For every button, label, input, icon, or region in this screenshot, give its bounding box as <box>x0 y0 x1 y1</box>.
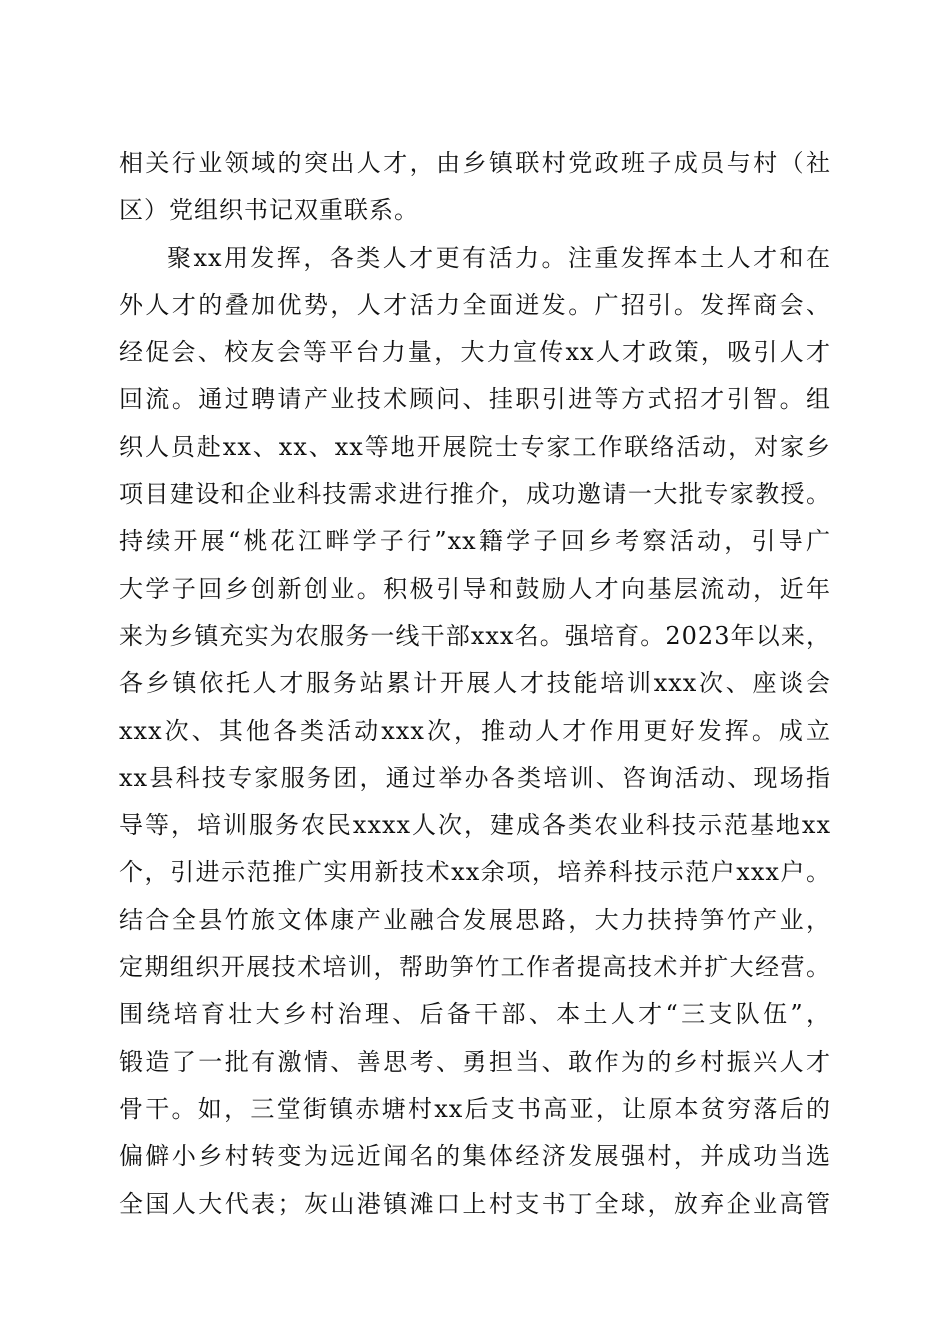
text-line: xx县科技专家服务团，通过举办各类培训、咨询活动、现场指 <box>119 763 831 792</box>
text-line: 定期组织开展技术培训，帮助笋竹工作者提高技术并扩大经营。 <box>119 953 831 982</box>
text-line: 骨干。如，三堂街镇赤塘村xx后支书高亚，让原本贫穷落后的 <box>119 1094 831 1123</box>
text-line: 导等，培训服务农民xxxx人次，建成各类农业科技示范基地xx <box>119 811 831 840</box>
text-line: 项目建设和企业科技需求进行推介，成功邀请一大批专家教授。 <box>119 480 831 509</box>
text-line: 个，引进示范推广实用新技术xx余项，培养科技示范户xxx户。 <box>119 858 831 887</box>
text-line: 各乡镇依托人才服务站累计开展人才技能培训xxx次、座谈会 <box>119 669 831 698</box>
text-line: 全国人大代表；灰山港镇滩口上村支书丁全球，放弃企业高管 <box>119 1189 831 1218</box>
text-line: 大学子回乡创新创业。积极引导和鼓励人才向基层流动，近年 <box>119 574 831 603</box>
text-line: 偏僻小乡村转变为远近闻名的集体经济发展强村，并成功当选 <box>119 1142 831 1171</box>
text-line: 外人才的叠加优势，人才活力全面迸发。广招引。发挥商会、 <box>119 290 831 319</box>
paragraph-start-line: 聚xx用发挥，各类人才更有活力。注重发挥本土人才和在 <box>167 243 831 272</box>
text-line: 区）党组织书记双重联系。 <box>119 196 419 225</box>
text-line: 相关行业领域的突出人才，由乡镇联村党政班子成员与村（社 <box>119 149 831 177</box>
text-line: 织人员赴xx、xx、xx等地开展院士专家工作联络活动，对家乡 <box>119 432 831 461</box>
text-line: 锻造了一批有激情、善思考、勇担当、敢作为的乡村振兴人才 <box>119 1047 831 1076</box>
text-line: 结合全县竹旅文体康产业融合发展思路，大力扶持笋竹产业， <box>119 905 831 934</box>
text-line: 经促会、校友会等平台力量，大力宣传xx人才政策，吸引人才 <box>119 338 831 367</box>
text-line: 持续开展“桃花江畔学子行”xx籍学子回乡考察活动，引导广 <box>119 527 831 556</box>
body-text <box>119 140 831 1228</box>
text-line: xxx次、其他各类活动xxx次，推动人才作用更好发挥。成立 <box>119 716 831 745</box>
text-line: 回流。通过聘请产业技术顾问、挂职引进等方式招才引智。组 <box>119 385 831 414</box>
text-line: 围绕培育壮大乡村治理、后备干部、本土人才“三支队伍”， <box>119 1000 831 1029</box>
text-line: 来为乡镇充实为农服务一线干部xxx名。强培育。2023年以来， <box>119 621 831 650</box>
